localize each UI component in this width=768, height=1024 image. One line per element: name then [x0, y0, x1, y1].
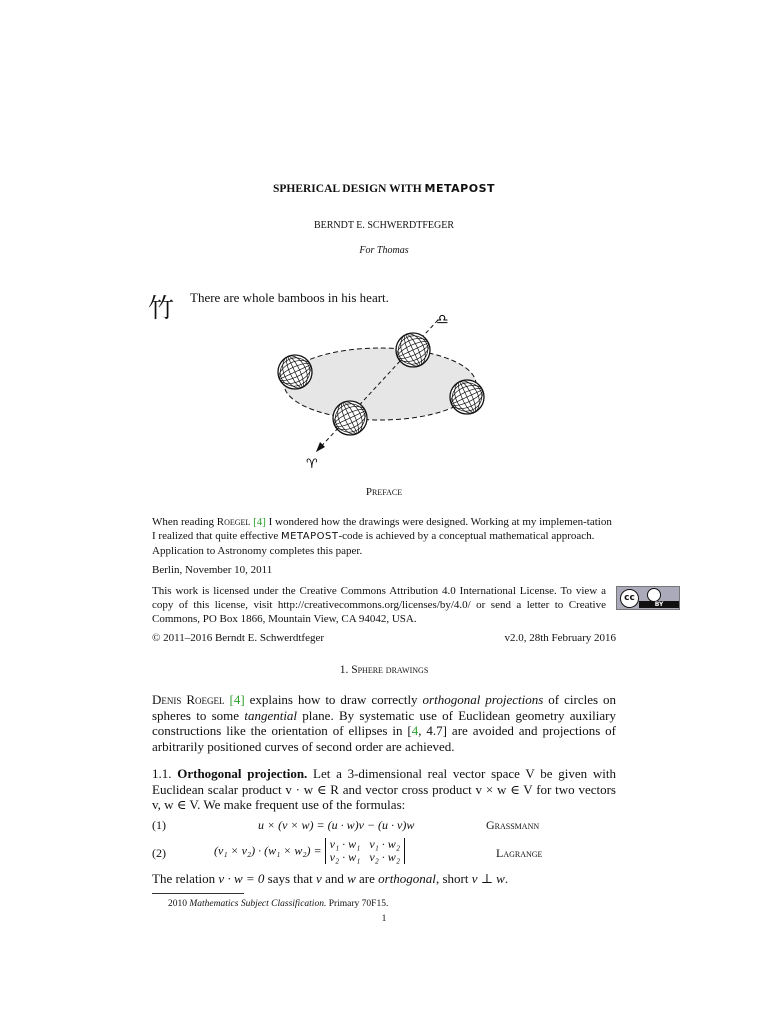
- by-icon: [647, 588, 661, 602]
- ref-link-4-section[interactable]: [4]: [229, 692, 245, 707]
- lagrange-matrix: v₁ · w₁ v₁ · w₂ v₂ · w₁ v₂ · w₂: [325, 838, 405, 864]
- ref-link-4[interactable]: [4]: [253, 516, 266, 528]
- equation-1-number: (1): [152, 818, 166, 832]
- footnote: 2010 Mathematics Subject Classification. Primary 70F15.: [168, 899, 389, 909]
- cc-icon: cc: [620, 589, 639, 608]
- section-heading: 1. Sphere drawings: [339, 664, 429, 676]
- footnote-rule: [152, 893, 244, 894]
- equation-1-name: Grassmann: [486, 818, 540, 832]
- equation-2-name: Lagrange: [496, 846, 543, 860]
- epigraph-text: There are whole bamboos in his heart.: [190, 290, 389, 305]
- paper-title: SPHERICAL DESIGN WITH METAPOST: [272, 182, 496, 195]
- section-paragraph: Denis Roegel [4] explains how to draw correctly orthogonal projections of circles on spheres to some tangential plane. By systematic use of Euclidean geometry auxiliary constructions like the orientation of ellipses in [4, 4.7] are avoided and projections of arbitrarily positioned curves of second order are achieved.: [152, 692, 617, 754]
- author: BERNDT E. SCHWERDTFEGER: [313, 220, 455, 231]
- cc-license-badge[interactable]: [616, 586, 680, 610]
- equation-1-formula: u × (v × w) = (u · w)v − (u · v)w: [258, 818, 415, 832]
- copyright: © 2011–2016 Berndt E. Schwerdtfeger: [152, 632, 324, 644]
- license-text: This work is licensed under the Creative Commons Attribution 4.0 International License. To view a copy of this license, visit http://creativecommons.org/licenses/by/4.0/ or send a letter to Creative Commons, PO Box 1866, Mountain View, CA 94042, USA.: [152, 585, 606, 625]
- relation-sentence: The relation v · w = 0 says that v and w are orthogonal, short v ⊥ w.: [152, 871, 509, 886]
- preface-paragraph: When reading Roegel [4] I wondered how the drawings were designed. Working at my implemen-tation I realized that quite effective METAPOST-code is achieved by a conceptual mathematical approach. Application to Astronomy completes this paper.: [152, 516, 612, 557]
- aries-symbol: ♈: [306, 457, 318, 472]
- dedication: For Thomas: [359, 245, 409, 256]
- bamboo-glyph: 竹: [148, 294, 175, 324]
- spheres-figure: [268, 300, 498, 480]
- equation-2-formula: (v₁ × v₂) · (w₁ × w₂) = v₁ · w₁ v₁ · w₂ v₂ · w₁ v₂ · w₂: [214, 838, 405, 864]
- place-date: Berlin, November 10, 2011: [152, 564, 273, 576]
- preface-heading: Preface: [365, 486, 403, 498]
- orbit-ellipse: [284, 348, 476, 420]
- subsection-paragraph: 1.1. Orthogonal projection. Let a 3-dimensional real vector space V be given with Euclidean scalar product v · w ∈ R and vector cross product v × w ∈ V for two vectors v, w ∈ V. We make frequent use of the formulas:: [152, 766, 617, 812]
- by-label: BY: [639, 601, 679, 608]
- equation-2-number: (2): [152, 846, 166, 860]
- version: v2.0, 28th February 2016: [504, 632, 616, 644]
- ref-link-4-inline[interactable]: 4: [411, 723, 419, 738]
- libra-symbol: ♎: [436, 312, 449, 328]
- page-number: 1: [381, 914, 387, 924]
